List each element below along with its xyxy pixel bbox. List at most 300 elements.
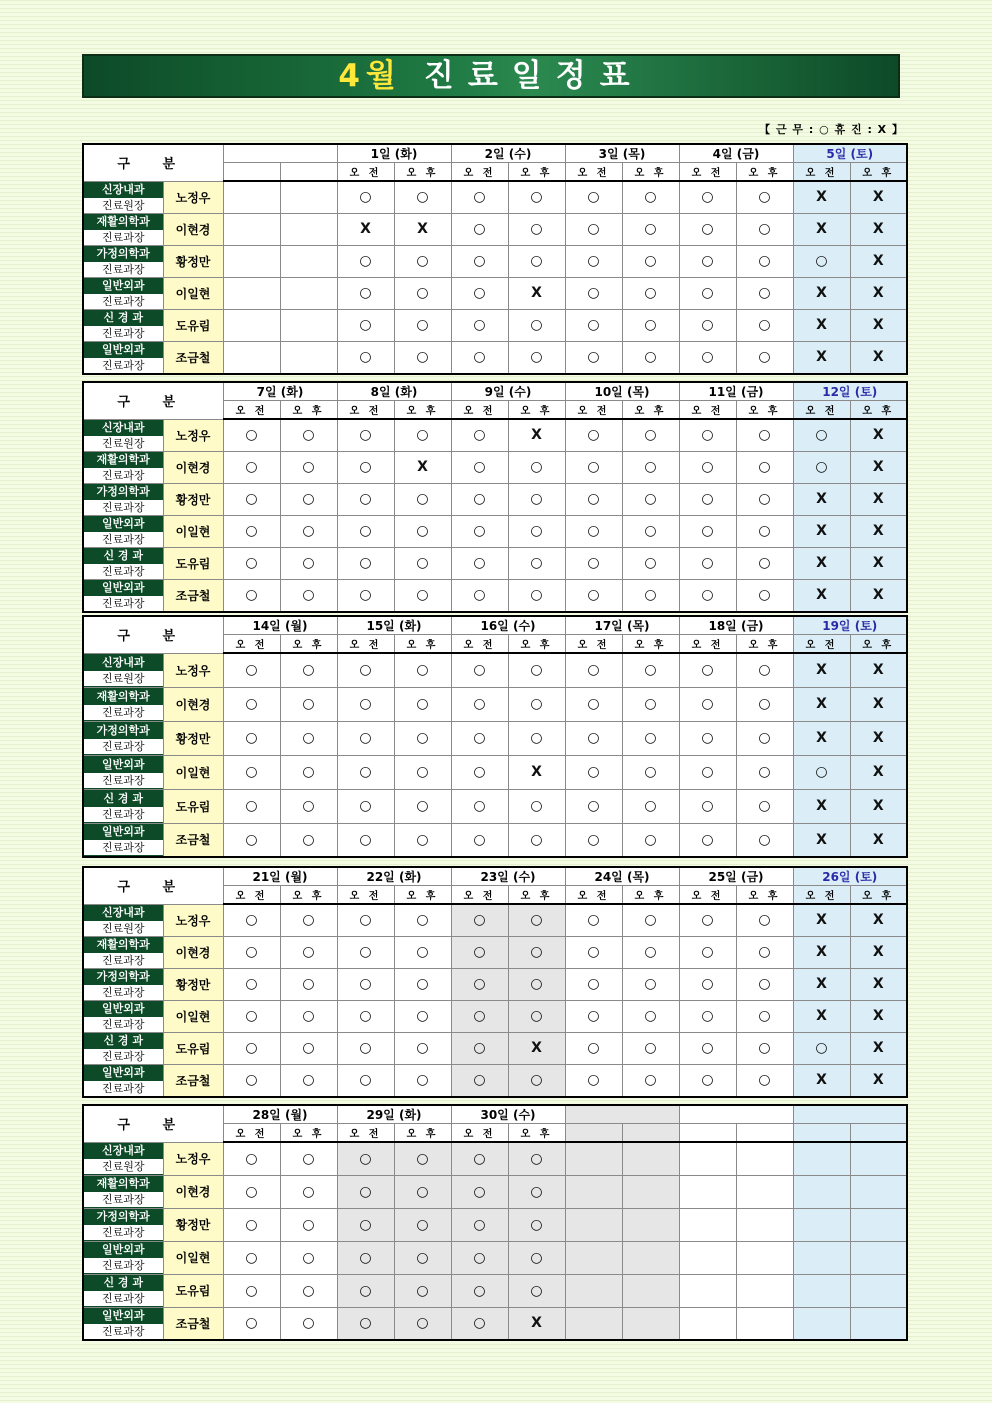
am-status-cell — [223, 181, 280, 213]
am-status-cell — [565, 1208, 622, 1241]
day-label: 19일 (토) — [793, 616, 907, 635]
pm-status-cell: ○ — [394, 653, 451, 687]
pm-status-cell: ○ — [736, 1032, 793, 1064]
dept-cell — [83, 1000, 163, 1032]
doctor-title: 진료과장 — [84, 294, 163, 309]
doctor-title: 진료과장 — [84, 1017, 163, 1032]
pm-status-cell: ○ — [622, 823, 679, 857]
doctor-title: 진료원장 — [84, 671, 163, 686]
am-label: 오 전 — [337, 401, 394, 420]
pm-status-cell: ○ — [394, 579, 451, 612]
doctor-name: 조금철 — [163, 823, 223, 857]
pm-status-cell: X — [850, 1000, 907, 1032]
pm-status-cell: ○ — [280, 823, 337, 857]
am-status-cell — [565, 1307, 622, 1340]
am-status-cell: ○ — [223, 968, 280, 1000]
pm-status-cell — [736, 1274, 793, 1307]
am-label: 오 전 — [223, 886, 280, 905]
pm-status-cell: ○ — [622, 181, 679, 213]
am-status-cell: ○ — [337, 789, 394, 823]
pm-label: 오 후 — [736, 401, 793, 420]
dept-cell — [83, 277, 163, 309]
pm-status-cell: X — [508, 419, 565, 451]
dept-name: 일반외과 — [84, 1001, 163, 1017]
doctor-title: 진료과장 — [84, 1291, 163, 1306]
pm-label: 오 후 — [622, 401, 679, 420]
pm-status-cell — [736, 1208, 793, 1241]
pm-status-cell — [736, 1241, 793, 1274]
doctor-name: 이현경 — [163, 1175, 223, 1208]
am-status-cell: ○ — [337, 1208, 394, 1241]
am-status-cell: ○ — [679, 653, 736, 687]
pm-status-cell — [280, 213, 337, 245]
pm-status-cell: ○ — [394, 755, 451, 789]
pm-status-cell: X — [850, 213, 907, 245]
am-status-cell: ○ — [451, 1274, 508, 1307]
am-status-cell: ○ — [451, 309, 508, 341]
pm-label — [850, 1124, 907, 1143]
am-status-cell: ○ — [565, 419, 622, 451]
pm-label: 오 후 — [394, 635, 451, 654]
pm-status-cell: ○ — [508, 451, 565, 483]
am-status-cell: ○ — [337, 721, 394, 755]
dept-name: 신장내과 — [84, 420, 163, 436]
day-label: 22일 (화) — [337, 867, 451, 886]
dept-cell — [83, 245, 163, 277]
doctor-name: 노정우 — [163, 181, 223, 213]
pm-status-cell: ○ — [508, 936, 565, 968]
pm-status-cell — [280, 341, 337, 374]
doctor-name: 이일현 — [163, 515, 223, 547]
am-status-cell: X — [793, 1000, 850, 1032]
am-status-cell: ○ — [337, 1032, 394, 1064]
pm-status-cell: ○ — [508, 1064, 565, 1097]
am-status-cell: ○ — [565, 789, 622, 823]
pm-label: 오 후 — [280, 635, 337, 654]
am-status-cell: X — [793, 823, 850, 857]
am-status-cell: ○ — [679, 181, 736, 213]
pm-status-cell: ○ — [280, 653, 337, 687]
dept-cell — [83, 904, 163, 936]
title-banner — [82, 54, 900, 98]
week-table — [82, 866, 908, 1098]
pm-status-cell — [280, 309, 337, 341]
doctor-title: 진료과장 — [84, 1192, 163, 1207]
pm-status-cell: ○ — [622, 687, 679, 721]
pm-status-cell: ○ — [622, 789, 679, 823]
am-status-cell: ○ — [223, 451, 280, 483]
am-status-cell: ○ — [565, 181, 622, 213]
am-status-cell: ○ — [451, 1208, 508, 1241]
week-table — [82, 143, 908, 375]
pm-status-cell: X — [850, 823, 907, 857]
pm-status-cell: ○ — [394, 687, 451, 721]
dept-name: 신 경 과 — [84, 548, 163, 564]
am-status-cell: ○ — [565, 755, 622, 789]
dept-name: 신장내과 — [84, 905, 163, 921]
am-status-cell: ○ — [223, 579, 280, 612]
am-status-cell: ○ — [337, 1000, 394, 1032]
week-table — [82, 381, 908, 613]
am-status-cell: ○ — [223, 1274, 280, 1307]
am-status-cell: ○ — [451, 181, 508, 213]
am-status-cell: ○ — [679, 968, 736, 1000]
am-status-cell: ○ — [451, 245, 508, 277]
am-status-cell: ○ — [679, 309, 736, 341]
pm-status-cell: ○ — [394, 341, 451, 374]
day-header-row — [83, 144, 907, 163]
day-label: 9일 (수) — [451, 382, 565, 401]
dept-name: 신장내과 — [84, 1143, 163, 1159]
doctor-title: 진료과장 — [84, 1225, 163, 1240]
doctor-name: 황정만 — [163, 721, 223, 755]
pm-status-cell: ○ — [280, 419, 337, 451]
pm-status-cell: X — [850, 1064, 907, 1097]
day-label — [679, 1105, 793, 1124]
am-status-cell: ○ — [337, 1241, 394, 1274]
am-status-cell: ○ — [679, 904, 736, 936]
pm-status-cell: X — [850, 1032, 907, 1064]
pm-status-cell: ○ — [508, 789, 565, 823]
dept-cell — [83, 653, 163, 687]
pm-label: 오 후 — [850, 886, 907, 905]
pm-status-cell: ○ — [736, 483, 793, 515]
dept-cell — [83, 968, 163, 1000]
doctor-row — [83, 904, 907, 936]
pm-status-cell: ○ — [736, 721, 793, 755]
pm-status-cell: X — [850, 687, 907, 721]
am-status-cell: ○ — [451, 1175, 508, 1208]
pm-status-cell: ○ — [736, 1064, 793, 1097]
pm-label: 오 후 — [850, 635, 907, 654]
doctor-name: 조금철 — [163, 579, 223, 612]
pm-label: 오 후 — [508, 1124, 565, 1143]
day-label: 3일 (목) — [565, 144, 679, 163]
dept-cell — [83, 789, 163, 823]
pm-status-cell: ○ — [736, 181, 793, 213]
doctor-title: 진료원장 — [84, 198, 163, 213]
am-status-cell — [679, 1208, 736, 1241]
am-status-cell: ○ — [793, 451, 850, 483]
pm-label: 오 후 — [280, 1124, 337, 1143]
dept-name: 신 경 과 — [84, 310, 163, 326]
dept-name: 일반외과 — [84, 1065, 163, 1081]
gubun-label: 구 분 — [83, 1105, 223, 1142]
pm-status-cell: X — [850, 181, 907, 213]
doctor-row — [83, 1175, 907, 1208]
doctor-row — [83, 547, 907, 579]
am-status-cell: ○ — [565, 1000, 622, 1032]
doctor-row — [83, 1274, 907, 1307]
am-status-cell: X — [793, 789, 850, 823]
schedule-title: 진료일정표 — [423, 58, 644, 94]
pm-label: 오 후 — [394, 886, 451, 905]
dept-name: 가정의학과 — [84, 723, 163, 739]
doctor-title: 진료과장 — [84, 840, 163, 855]
pm-label — [280, 163, 337, 182]
pm-status-cell: ○ — [622, 213, 679, 245]
am-status-cell: X — [793, 213, 850, 245]
day-header-row — [83, 867, 907, 886]
am-status-cell — [565, 1241, 622, 1274]
am-status-cell: ○ — [451, 1032, 508, 1064]
pm-status-cell: X — [850, 483, 907, 515]
am-status-cell: ○ — [223, 1208, 280, 1241]
pm-status-cell — [622, 1175, 679, 1208]
am-status-cell — [793, 1274, 850, 1307]
am-status-cell: ○ — [223, 1000, 280, 1032]
am-status-cell: ○ — [679, 936, 736, 968]
am-status-cell: ○ — [679, 213, 736, 245]
doctor-name: 도유림 — [163, 1032, 223, 1064]
pm-status-cell: ○ — [280, 1241, 337, 1274]
doctor-title: 진료원장 — [84, 1159, 163, 1174]
am-status-cell: ○ — [679, 341, 736, 374]
pm-status-cell: X — [508, 277, 565, 309]
day-label — [793, 1105, 907, 1124]
dept-cell — [83, 1208, 163, 1241]
pm-status-cell: ○ — [394, 483, 451, 515]
pm-status-cell: X — [850, 277, 907, 309]
am-status-cell: X — [793, 968, 850, 1000]
am-status-cell: ○ — [451, 904, 508, 936]
pm-status-cell: ○ — [622, 515, 679, 547]
doctor-title: 진료과장 — [84, 985, 163, 1000]
am-status-cell: ○ — [565, 515, 622, 547]
am-label: 오 전 — [793, 635, 850, 654]
day-label: 14일 (월) — [223, 616, 337, 635]
am-status-cell: ○ — [223, 1064, 280, 1097]
am-label: 오 전 — [793, 163, 850, 182]
dept-cell — [83, 721, 163, 755]
doctor-row — [83, 515, 907, 547]
pm-status-cell: X — [850, 579, 907, 612]
am-status-cell: ○ — [337, 755, 394, 789]
pm-status-cell: ○ — [280, 515, 337, 547]
dept-name: 신장내과 — [84, 182, 163, 198]
dept-name: 신 경 과 — [84, 1275, 163, 1291]
doctor-name: 이일현 — [163, 1241, 223, 1274]
pm-status-cell — [622, 1274, 679, 1307]
am-label: 오 전 — [451, 401, 508, 420]
pm-status-cell: ○ — [394, 823, 451, 857]
pm-status-cell: ○ — [394, 1064, 451, 1097]
dept-cell — [83, 419, 163, 451]
pm-status-cell: ○ — [508, 1241, 565, 1274]
pm-status-cell: ○ — [736, 245, 793, 277]
dept-cell — [83, 1032, 163, 1064]
doctor-title: 진료과장 — [84, 564, 163, 579]
am-status-cell: ○ — [337, 451, 394, 483]
dept-name: 신 경 과 — [84, 1033, 163, 1049]
pm-status-cell: X — [850, 419, 907, 451]
pm-status-cell: ○ — [280, 1274, 337, 1307]
am-status-cell: ○ — [565, 653, 622, 687]
pm-status-cell: X — [850, 653, 907, 687]
am-status-cell: ○ — [337, 341, 394, 374]
doctor-title: 진료과장 — [84, 807, 163, 822]
pm-label: 오 후 — [394, 401, 451, 420]
am-status-cell: ○ — [679, 451, 736, 483]
am-status-cell: ○ — [451, 1307, 508, 1340]
pm-status-cell — [850, 1274, 907, 1307]
pm-status-cell — [850, 1142, 907, 1175]
pm-status-cell: X — [850, 755, 907, 789]
pm-status-cell: ○ — [394, 968, 451, 1000]
am-status-cell: ○ — [337, 1142, 394, 1175]
am-status-cell — [679, 1241, 736, 1274]
pm-status-cell: ○ — [508, 687, 565, 721]
am-status-cell: ○ — [337, 936, 394, 968]
am-status-cell: ○ — [451, 755, 508, 789]
pm-status-cell: ○ — [622, 419, 679, 451]
am-status-cell: ○ — [337, 904, 394, 936]
day-label: 10일 (목) — [565, 382, 679, 401]
doctor-row — [83, 789, 907, 823]
dept-name: 일반외과 — [84, 757, 163, 773]
gubun-label: 구 분 — [83, 867, 223, 904]
am-label: 오 전 — [223, 1124, 280, 1143]
am-label — [223, 163, 280, 182]
dept-name: 일반외과 — [84, 824, 163, 840]
am-status-cell: ○ — [337, 1064, 394, 1097]
pm-status-cell: ○ — [394, 1142, 451, 1175]
day-label: 28일 (월) — [223, 1105, 337, 1124]
day-label: 24일 (목) — [565, 867, 679, 886]
am-status-cell: ○ — [679, 721, 736, 755]
dept-name: 재활의학과 — [84, 689, 163, 705]
am-status-cell: ○ — [223, 789, 280, 823]
am-status-cell: ○ — [337, 1274, 394, 1307]
am-label: 오 전 — [337, 886, 394, 905]
pm-status-cell: ○ — [736, 687, 793, 721]
doctor-row — [83, 1208, 907, 1241]
pm-status-cell: ○ — [394, 904, 451, 936]
am-status-cell: X — [793, 721, 850, 755]
am-status-cell: ○ — [223, 419, 280, 451]
dept-name: 재활의학과 — [84, 214, 163, 230]
pm-status-cell: X — [850, 904, 907, 936]
dept-cell — [83, 547, 163, 579]
am-status-cell — [223, 309, 280, 341]
day-label: 15일 (화) — [337, 616, 451, 635]
doctor-name: 노정우 — [163, 1142, 223, 1175]
am-status-cell: ○ — [565, 309, 622, 341]
pm-status-cell: ○ — [736, 515, 793, 547]
am-label: 오 전 — [223, 635, 280, 654]
doctor-row — [83, 653, 907, 687]
pm-status-cell: ○ — [736, 968, 793, 1000]
doctor-title: 진료과장 — [84, 326, 163, 341]
dept-name: 신장내과 — [84, 655, 163, 671]
am-label: 오 전 — [451, 1124, 508, 1143]
pm-status-cell: ○ — [280, 1208, 337, 1241]
am-status-cell: ○ — [679, 789, 736, 823]
am-status-cell: X — [337, 213, 394, 245]
dept-name: 가정의학과 — [84, 969, 163, 985]
am-status-cell: ○ — [451, 341, 508, 374]
pm-status-cell: ○ — [394, 1208, 451, 1241]
doctor-name: 이일현 — [163, 277, 223, 309]
day-label — [565, 1105, 679, 1124]
am-status-cell: ○ — [337, 653, 394, 687]
pm-status-cell: ○ — [280, 1000, 337, 1032]
doctor-row — [83, 579, 907, 612]
am-status-cell: ○ — [451, 579, 508, 612]
gubun-label: 구 분 — [83, 382, 223, 419]
day-label: 16일 (수) — [451, 616, 565, 635]
pm-status-cell: ○ — [736, 904, 793, 936]
day-label: 7일 (화) — [223, 382, 337, 401]
am-status-cell: ○ — [337, 483, 394, 515]
am-status-cell: ○ — [451, 1241, 508, 1274]
pm-status-cell: X — [850, 309, 907, 341]
pm-status-cell: ○ — [508, 245, 565, 277]
pm-status-cell: ○ — [736, 277, 793, 309]
day-header-row — [83, 1105, 907, 1124]
am-status-cell: ○ — [679, 1032, 736, 1064]
am-status-cell — [679, 1307, 736, 1340]
am-status-cell — [793, 1175, 850, 1208]
am-status-cell: X — [793, 515, 850, 547]
pm-label: 오 후 — [508, 163, 565, 182]
am-status-cell — [223, 213, 280, 245]
am-status-cell: ○ — [679, 823, 736, 857]
dept-name: 일반외과 — [84, 1308, 163, 1324]
am-status-cell: X — [793, 341, 850, 374]
am-status-cell: ○ — [451, 823, 508, 857]
am-label: 오 전 — [337, 1124, 394, 1143]
am-status-cell: ○ — [451, 687, 508, 721]
dept-cell — [83, 451, 163, 483]
pm-status-cell — [850, 1175, 907, 1208]
pm-status-cell: ○ — [736, 789, 793, 823]
pm-label: 오 후 — [622, 886, 679, 905]
am-status-cell — [679, 1175, 736, 1208]
pm-status-cell: ○ — [622, 755, 679, 789]
am-status-cell: X — [793, 1064, 850, 1097]
pm-status-cell: ○ — [622, 483, 679, 515]
am-status-cell: ○ — [451, 721, 508, 755]
am-status-cell: ○ — [223, 653, 280, 687]
am-status-cell: ○ — [451, 1142, 508, 1175]
pm-status-cell: ○ — [508, 547, 565, 579]
day-label: 12일 (토) — [793, 382, 907, 401]
pm-status-cell: X — [508, 755, 565, 789]
doctor-name: 도유림 — [163, 789, 223, 823]
am-status-cell: ○ — [223, 483, 280, 515]
pm-status-cell — [622, 1208, 679, 1241]
pm-label: 오 후 — [508, 886, 565, 905]
pm-status-cell: ○ — [736, 653, 793, 687]
pm-status-cell: ○ — [394, 515, 451, 547]
pm-status-cell: ○ — [622, 1032, 679, 1064]
doctor-row — [83, 309, 907, 341]
doctor-row — [83, 1142, 907, 1175]
pm-status-cell: ○ — [622, 904, 679, 936]
day-header-row — [83, 616, 907, 635]
doctor-row — [83, 341, 907, 374]
pm-status-cell: X — [850, 515, 907, 547]
dept-cell — [83, 1064, 163, 1097]
pm-status-cell: X — [850, 341, 907, 374]
pm-status-cell — [736, 1175, 793, 1208]
am-status-cell: ○ — [451, 451, 508, 483]
doctor-title: 진료과장 — [84, 953, 163, 968]
am-status-cell: ○ — [679, 687, 736, 721]
pm-status-cell: ○ — [508, 653, 565, 687]
am-status-cell: ○ — [451, 213, 508, 245]
